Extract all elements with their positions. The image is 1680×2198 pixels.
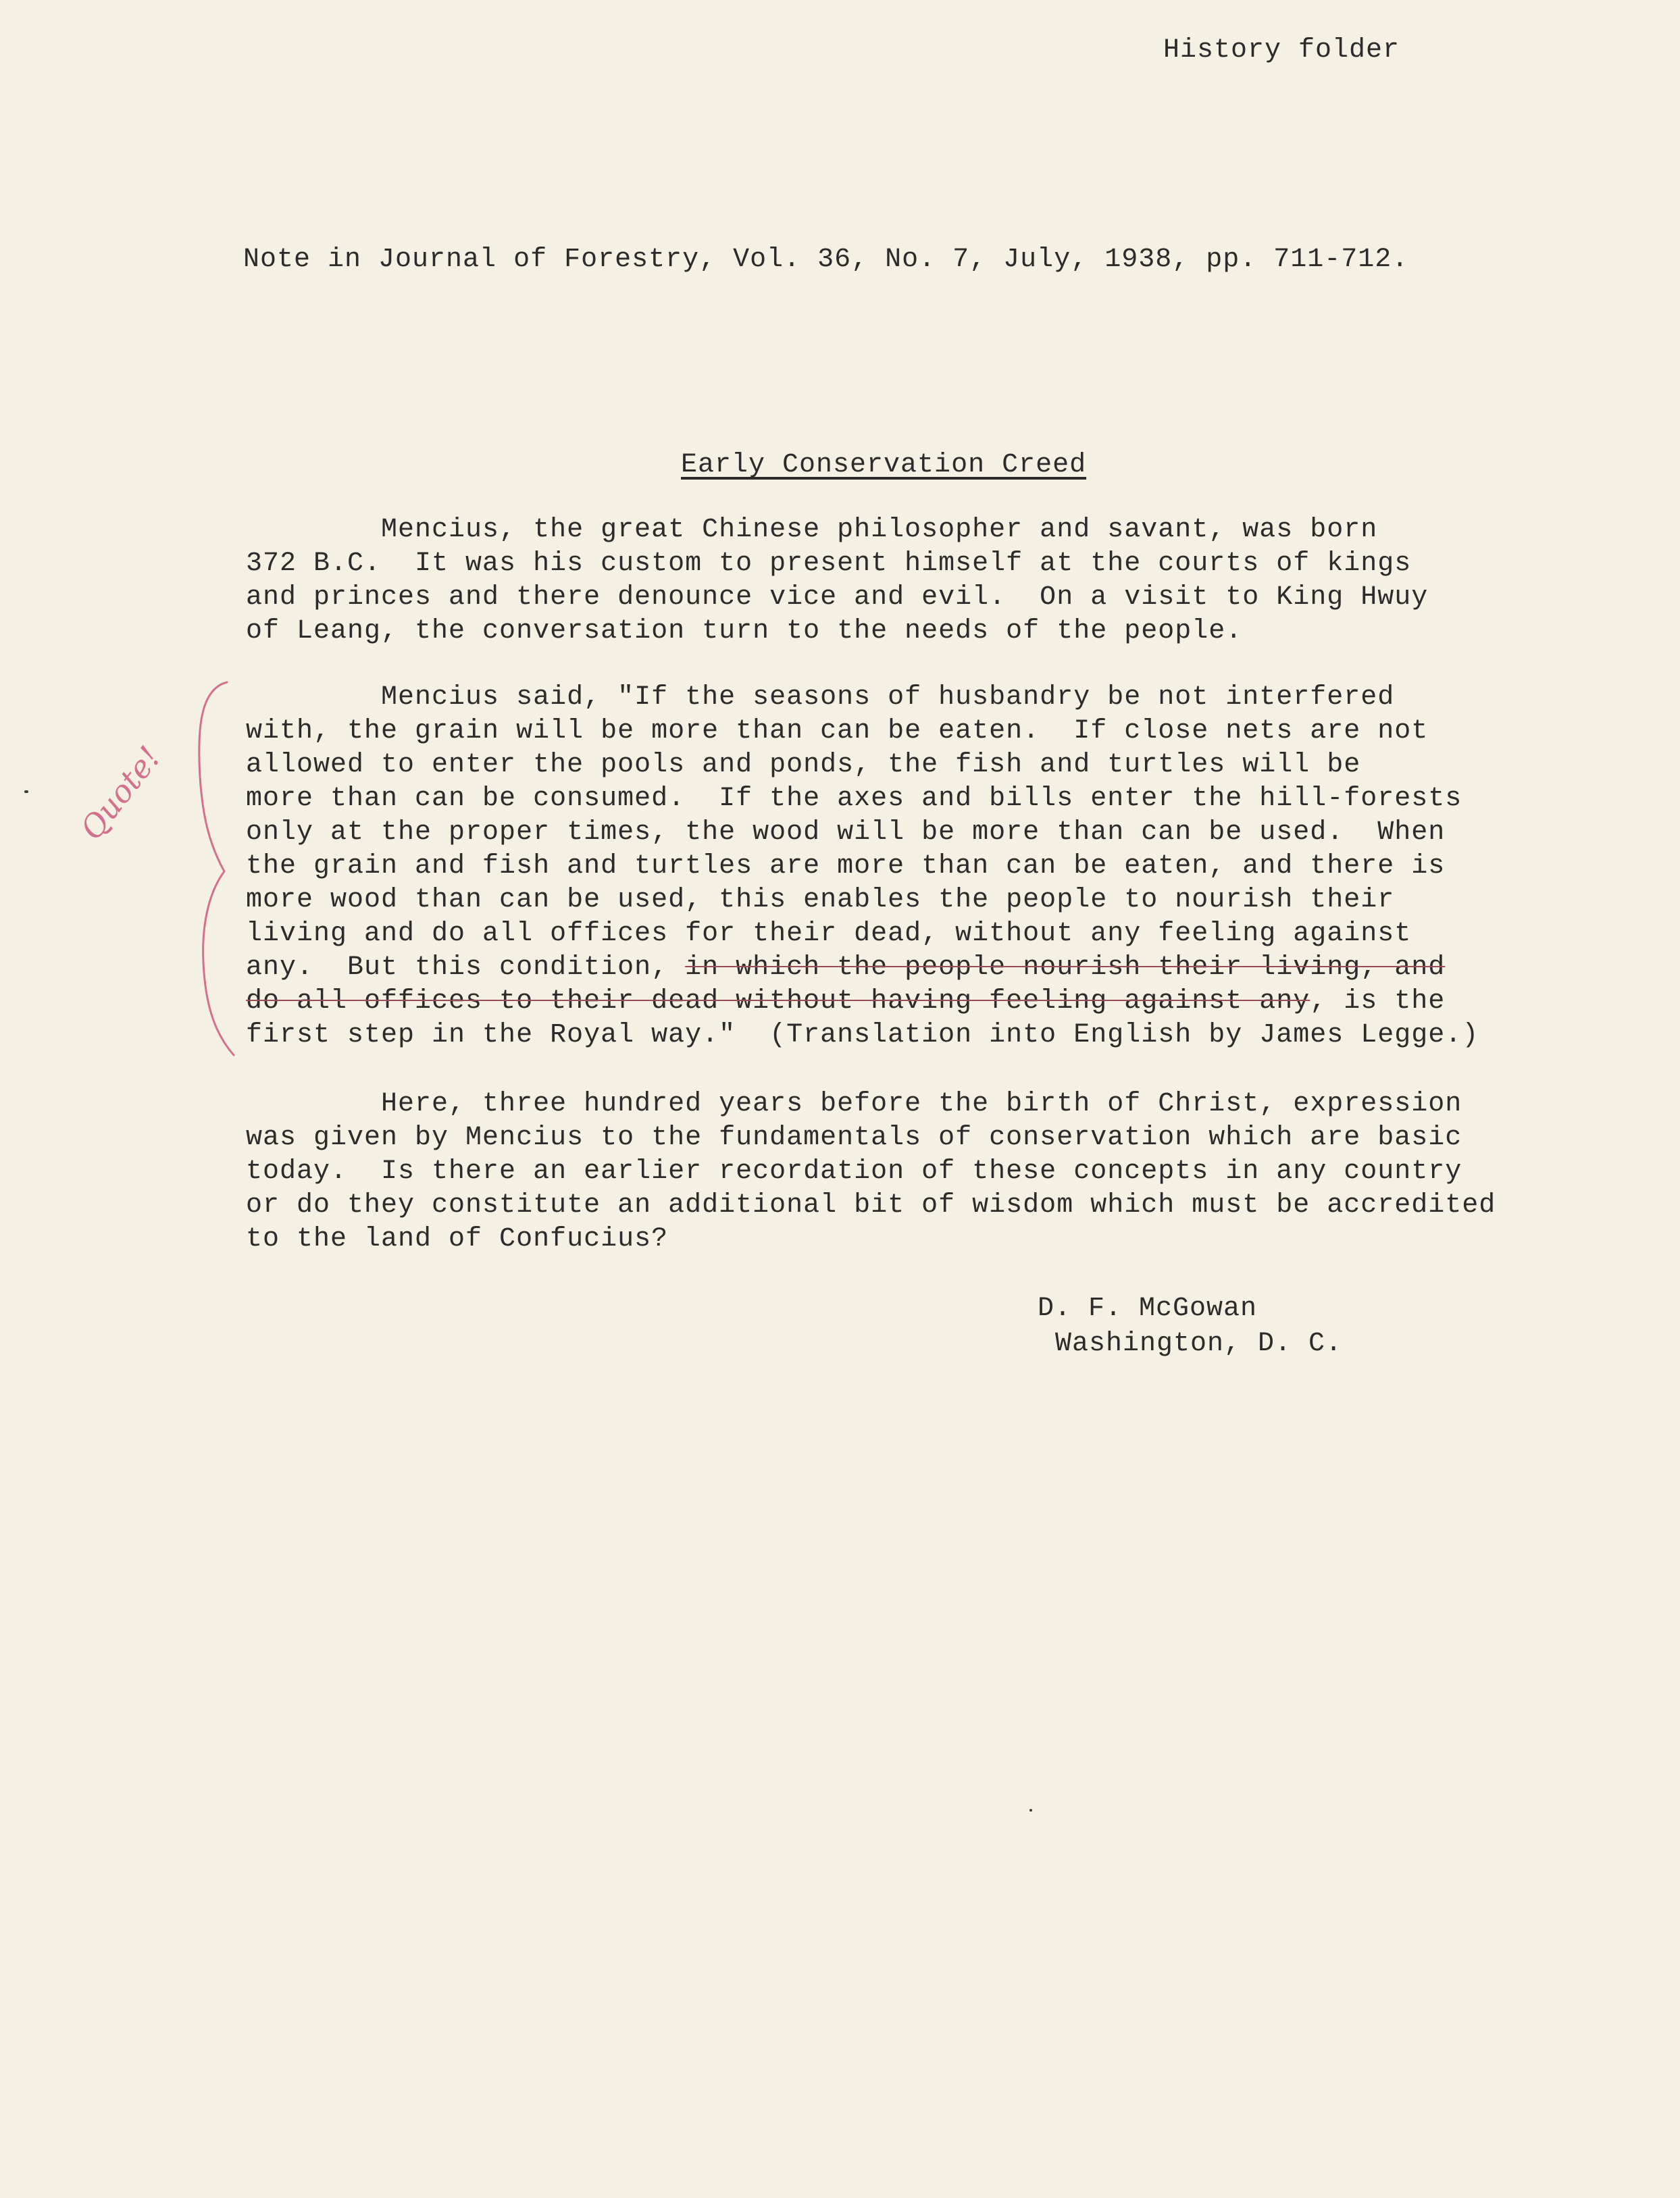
text-line: of Leang, the conversation turn to the needs of the people. bbox=[246, 616, 1243, 646]
text-line: more wood than can be used, this enables the people to nourish their bbox=[246, 885, 1395, 915]
text-line: first step in the Royal way." (Translation into English by James Legge.) bbox=[246, 1020, 1479, 1050]
signature-block bbox=[1038, 1292, 1342, 1362]
text-line: the grain and fish and turtles are more than can be eaten, and there is bbox=[246, 851, 1446, 881]
text-line: living and do all offices for their dead, without any feeling against bbox=[246, 919, 1412, 949]
handwritten-annotation: Quote! bbox=[73, 739, 168, 847]
text-segment: any. But this condition, bbox=[246, 952, 686, 983]
text-line: Here, three hundred years before the birth of Christ, expression bbox=[246, 1089, 1462, 1119]
text-line: Mencius, the great Chinese philosopher and savant, was born bbox=[246, 515, 1378, 545]
text-line: to the land of Confucius? bbox=[246, 1224, 669, 1254]
text-line: more than can be consumed. If the axes and bills enter the hill-forests bbox=[246, 784, 1462, 814]
paragraph-quote bbox=[246, 681, 1479, 1052]
paragraph-intro bbox=[246, 513, 1428, 648]
paper-speck bbox=[1029, 1809, 1032, 1812]
text-line: with, the grain will be more than can be eaten. If close nets are not bbox=[246, 716, 1429, 746]
text-line: 372 B.C. It was his custom to present himself at the courts of kings bbox=[246, 548, 1412, 579]
text-line: or do they constitute an additional bit of wisdom which must be accredited bbox=[246, 1190, 1496, 1221]
text-line: Mencius said, "If the seasons of husbandry be not interfered bbox=[246, 682, 1395, 713]
text-line bbox=[246, 985, 1479, 1019]
margin-bracket-mark bbox=[65, 669, 240, 1060]
document-title: Early Conservation Creed bbox=[681, 450, 1087, 480]
text-segment: , is the bbox=[1310, 986, 1446, 1017]
paragraph-conclusion bbox=[246, 1088, 1496, 1256]
text-line: allowed to enter the pools and ponds, the fish and turtles will be bbox=[246, 750, 1361, 780]
text-line: was given by Mencius to the fundamentals of conservation which are basic bbox=[246, 1123, 1462, 1153]
struck-text: do all offices to their dead without having feeling against any bbox=[246, 986, 1310, 1017]
text-line: today. Is there an earlier recordation of these concepts in any country bbox=[246, 1156, 1462, 1187]
paper-speck bbox=[24, 790, 28, 793]
citation: Note in Journal of Forestry, Vol. 36, No. 7, July, 1938, pp. 711-712. bbox=[243, 245, 1409, 275]
signature-location: Washington, D. C. bbox=[1055, 1329, 1343, 1359]
struck-text: in which the people nourish their living, and bbox=[685, 952, 1446, 983]
text-line: only at the proper times, the wood will be more than can be used. When bbox=[246, 817, 1446, 848]
folder-label: History folder bbox=[1163, 35, 1400, 66]
text-line bbox=[246, 951, 1479, 985]
signature-name: D. F. McGowan bbox=[1038, 1294, 1258, 1324]
text-line: and princes and there denounce vice and evil. On a visit to King Hwuy bbox=[246, 582, 1429, 613]
